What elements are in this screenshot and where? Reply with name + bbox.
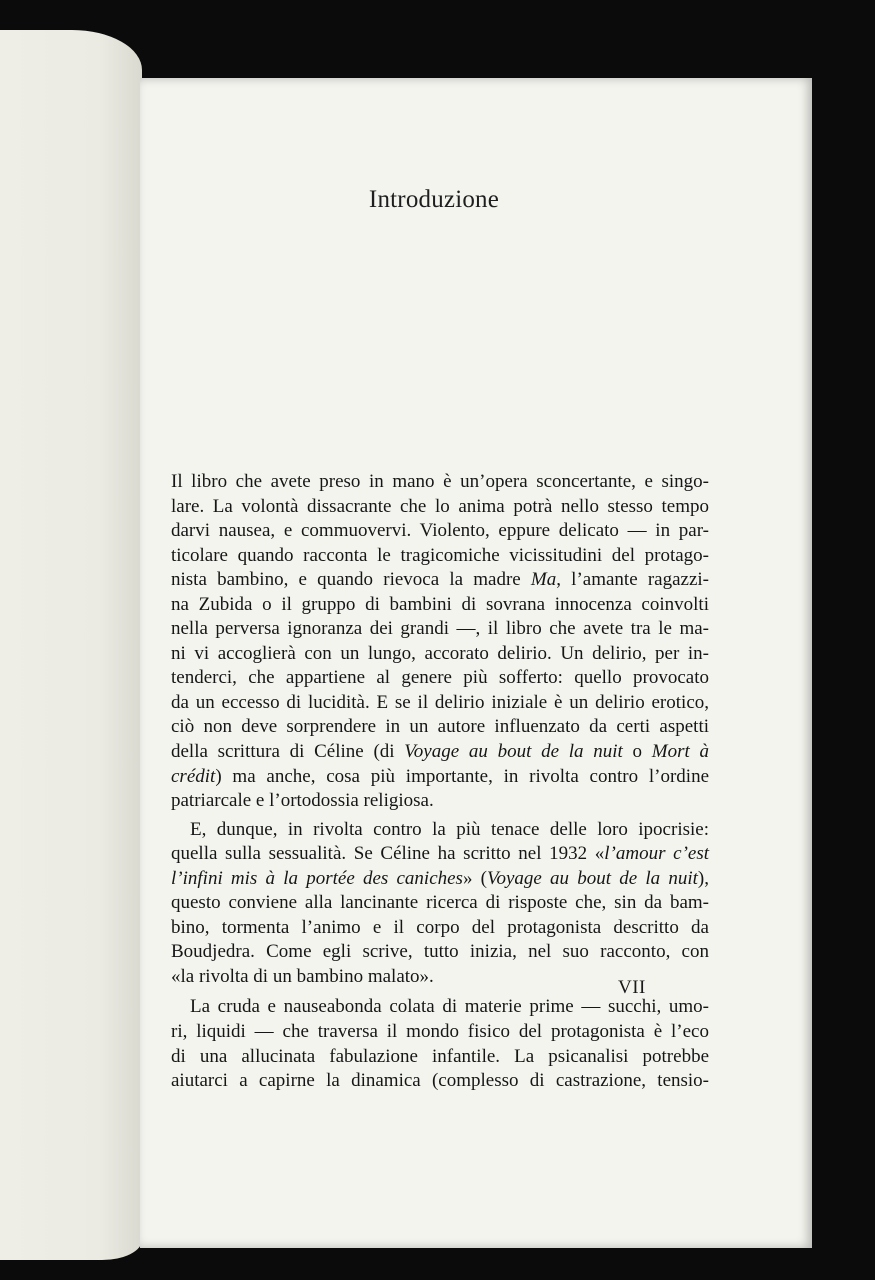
book-title: crédit [171,765,216,787]
text-line: ni vi accoglierà con un lungo, accorato delirio. Un delirio, per in- [171,642,709,664]
character-name-ma: Ma [530,569,557,591]
facing-page-left [0,30,142,1260]
text-line: da un eccesso di lucidità. E se il delirio iniziale è un delirio erotico, [171,691,709,713]
text-line: La cruda e nauseabonda colata di materie prime — succhi, umo- [190,996,709,1018]
text-line [171,842,709,867]
text-line [171,765,709,790]
text-fragment: della scrittura di Céline (di [171,741,405,763]
book-title: Voyage au bout de la nuit [404,741,623,763]
text-fragment: ), [697,867,709,889]
text-fragment: ) ma anche, cosa più importante, in rivolta contro l’ordine [215,765,709,787]
text-fragment: nista bambino, e quando rievoca la madre [171,569,531,591]
text-line: lare. La volontà dissacrante che lo anima potrà nello stesso tempo [171,495,709,517]
book-title: Mort à [651,741,710,763]
text-line: tenderci, che appartiene al genere più sofferto: quello provocato [171,667,709,689]
text-line: E, dunque, in rivolta contro la più tenace delle loro ipocrisie: [190,818,709,840]
book-page [140,78,812,1248]
text-line [171,568,709,593]
text-fragment: o [622,741,652,763]
quotation: l’amour c’est [604,843,709,865]
quotation: l’infini mis à la portée des caniches [171,867,463,889]
text-line: ri, liquidi — che traversa il mondo fisico del protagonista è l’eco [171,1021,709,1043]
chapter-title: Introduzione [368,186,500,213]
text-fragment: » ( [462,867,487,889]
text-line: ciò non deve sorprendere in un autore influenzato da certi aspetti [171,716,709,738]
text-fragment: quella sulla sessualità. Se Céline ha scritto nel 1932 « [171,843,605,865]
text-line: aiutarci a capirne la dinamica (complesso di castrazione, tensio- [171,1070,709,1092]
text-line: di una allucinata fabulazione infantile. La psicanalisi potrebbe [171,1045,709,1067]
text-line: questo conviene alla lancinante ricerca di risposte che, sin da bam- [171,892,709,914]
text-line: ticolare quando racconta le tragicomiche vicissitudini del protago- [171,544,709,566]
page-number: VII [618,977,646,998]
text-line: bino, tormenta l’animo e il corpo del protagonista descritto da [171,916,709,938]
text-fragment: , l’amante ragazzi- [556,569,709,591]
text-line: Il libro che avete preso in mano è un’opera sconcertante, e singo- [171,471,709,492]
book-title: Voyage au bout de la nuit [486,867,698,889]
text-line [171,867,709,892]
text-line: na Zubida o il gruppo di bambini di sovrana innocenza coinvolti [171,593,709,615]
body-text [171,470,709,1094]
text-line: patriarcale e l’ortodossia religiosa. [171,790,434,812]
text-line: Boudjedra. Come egli scrive, tutto inizia, nel suo racconto, con [171,941,709,963]
text-line: nella perversa ignoranza dei grandi —, il libro che avete tra le ma- [171,618,709,640]
text-line: darvi nausea, e commuovervi. Violento, eppure delicato — in par- [171,520,709,542]
text-line: «la rivolta di un bambino malato». [171,965,434,987]
text-line [171,740,709,765]
